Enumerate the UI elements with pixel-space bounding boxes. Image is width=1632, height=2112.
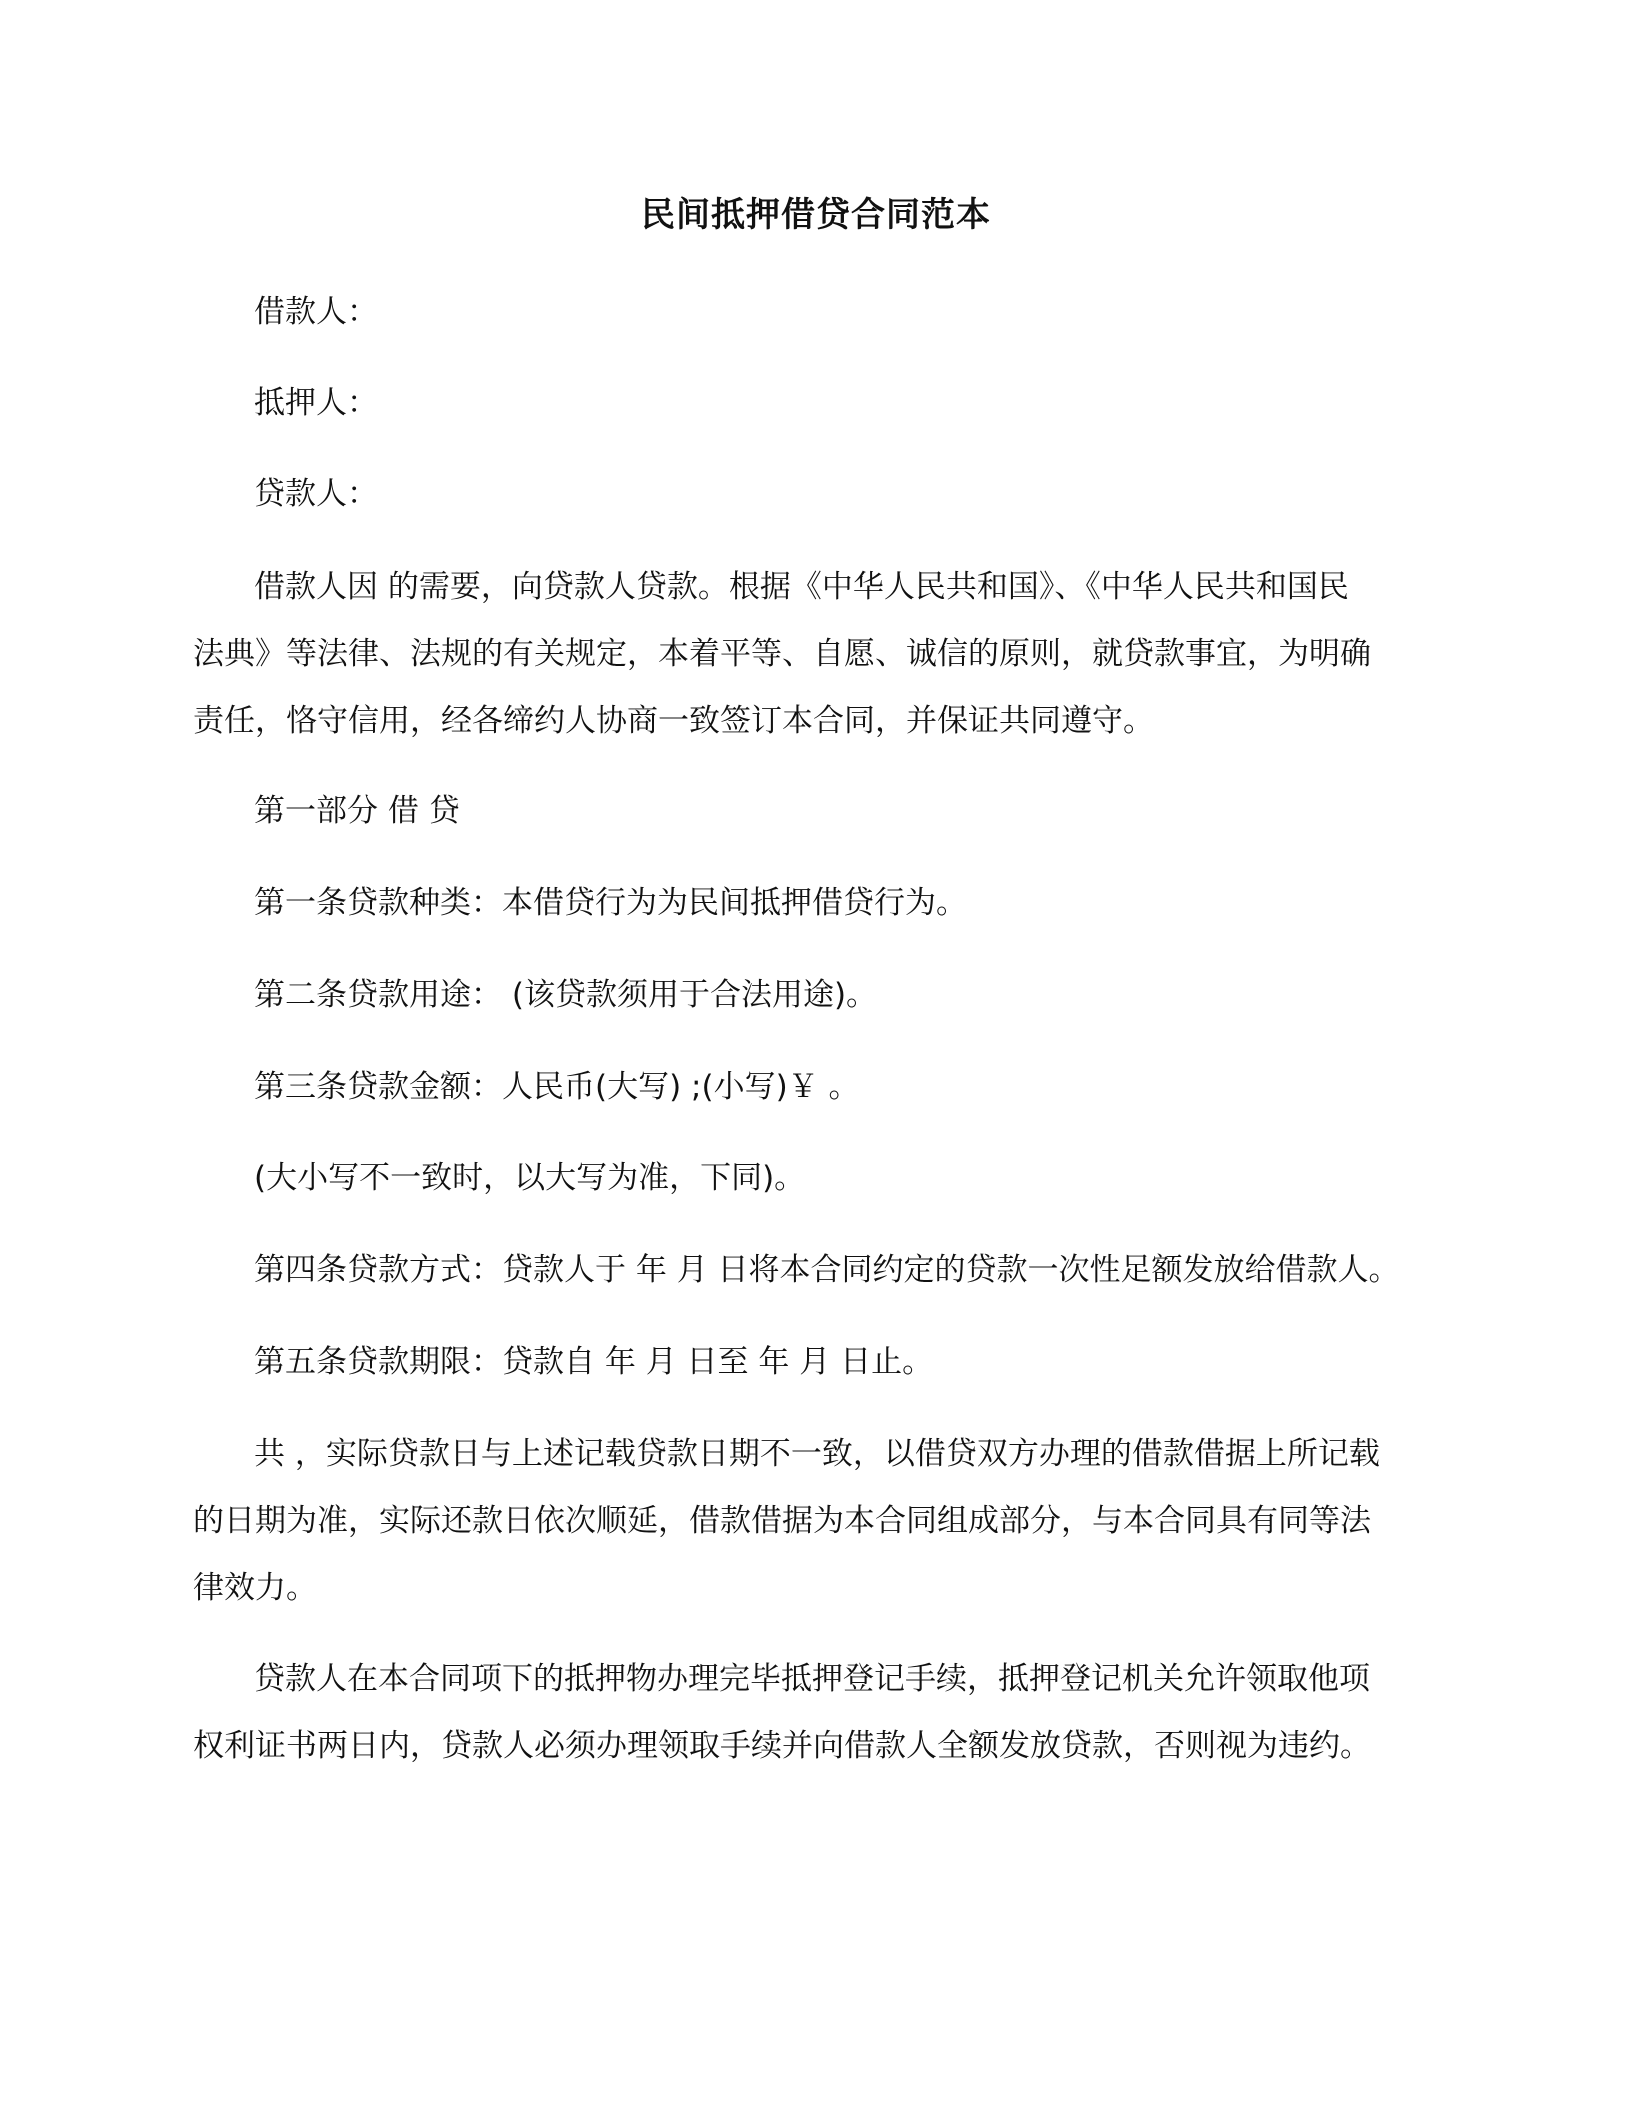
preamble-line: 借款人因 的需要，向贷款人贷款。根据《中华人民共和国》、《中华人民共和国民	[254, 569, 1349, 605]
article-1: 第一条贷款种类：本借贷行为为民间抵押借贷行为。	[254, 885, 967, 921]
document-title: 民间抵押借贷合同范本	[641, 195, 991, 235]
borrower-field: 借款人：	[254, 294, 378, 330]
mortgagor-field: 抵押人：	[254, 385, 378, 421]
part-heading: 第一部分 借 贷	[254, 793, 460, 829]
term-paragraph-line: 的日期为准，实际还款日依次顺延，借款借据为本合同组成部分，与本合同具有同等法	[193, 1503, 1371, 1539]
article-5: 第五条贷款期限：贷款自 年 月 日至 年 月 日止。	[254, 1344, 934, 1380]
article-2: 第二条贷款用途： (该贷款须用于合法用途)。	[254, 977, 878, 1013]
lender-field: 贷款人：	[254, 476, 378, 512]
release-paragraph-line: 贷款人在本合同项下的抵押物办理完毕抵押登记手续，抵押登记机关允许领取他项	[254, 1661, 1370, 1697]
term-paragraph-line: 共 ，实际贷款日与上述记载贷款日期不一致，以借贷双方办理的借款借据上所记载	[254, 1436, 1380, 1472]
preamble-line: 法典》等法律、法规的有关规定，本着平等、自愿、诚信的原则，就贷款事宜，为明确	[193, 636, 1371, 672]
article-3-note: (大小写不一致时，以大写为准，下同)。	[254, 1160, 806, 1196]
article-3: 第三条贷款金额：人民币(大写) ;(小写)￥ 。	[254, 1069, 860, 1105]
preamble-line: 责任，恪守信用，经各缔约人协商一致签订本合同，并保证共同遵守。	[193, 703, 1154, 739]
article-4: 第四条贷款方式：贷款人于 年 月 日将本合同约定的贷款一次性足额发放给借款人。	[254, 1252, 1400, 1288]
term-paragraph-line: 律效力。	[193, 1570, 317, 1606]
release-paragraph-line: 权利证书两日内，贷款人必须办理领取手续并向借款人全额发放贷款，否则视为违约。	[193, 1728, 1371, 1764]
